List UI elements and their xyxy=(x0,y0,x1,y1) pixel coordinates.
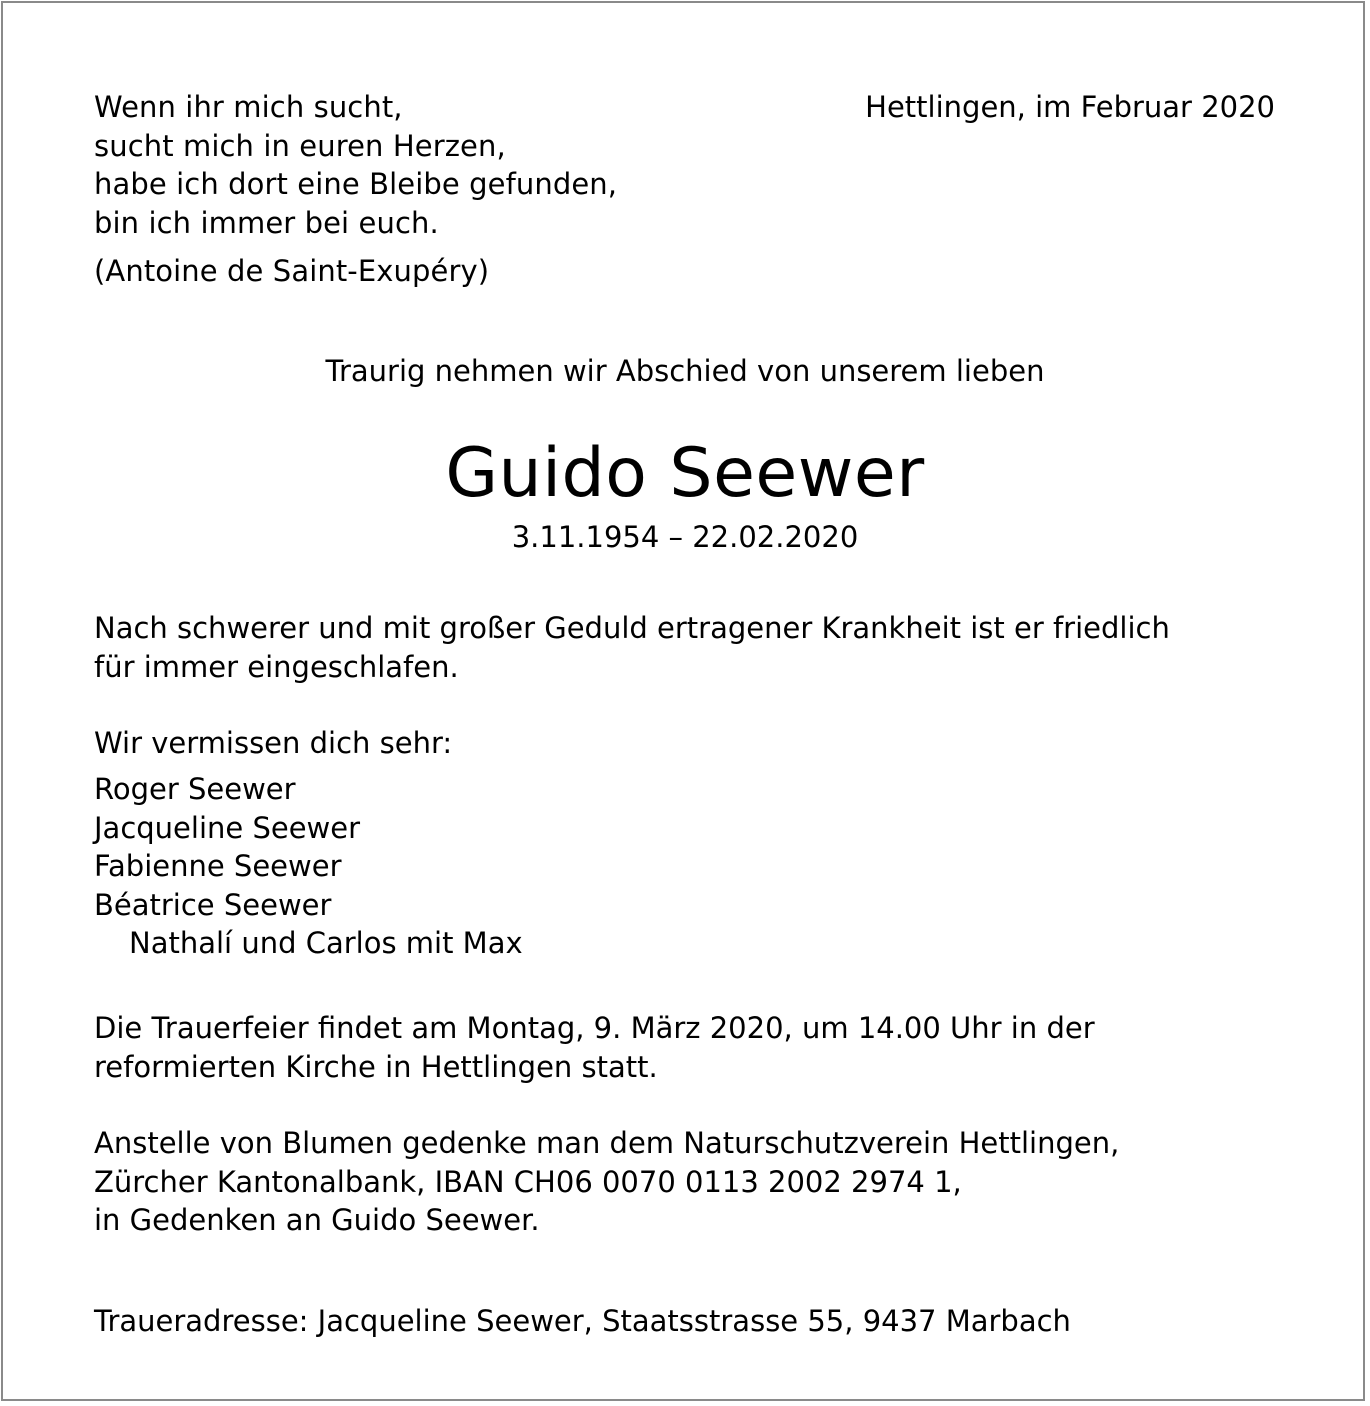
donation-line-2: Zürcher Kantonalbank, IBAN CH06 0070 0113 2002 2974 1, xyxy=(94,1164,962,1199)
place-date: Hettlingen, im Februar 2020 xyxy=(865,90,1275,124)
life-dates: 3.11.1954 – 22.02.2020 xyxy=(511,520,859,554)
donation-line-3: in Gedenken an Guido Seewer. xyxy=(94,1203,540,1237)
poem xyxy=(94,88,617,242)
mourner-name: Béatrice Seewer xyxy=(94,887,332,922)
passing-message xyxy=(94,609,1170,686)
ceremony-info xyxy=(94,1009,1095,1086)
donation-line-1: Anstelle von Blumen gedenke man dem Naturschutzverein Hettlingen, xyxy=(94,1126,1120,1160)
donation-info xyxy=(94,1124,1119,1240)
poem-line-2: sucht mich in euren Herzen, xyxy=(94,128,506,163)
ceremony-line-2: reformierten Kirche in Hettlingen statt. xyxy=(94,1049,658,1084)
poem-line-1: Wenn ihr mich sucht, xyxy=(94,90,403,124)
mourner-name: Roger Seewer xyxy=(94,772,296,806)
mourner-name: Jacqueline Seewer xyxy=(94,810,361,845)
poem-line-4: bin ich immer bei euch. xyxy=(94,205,439,240)
message-line-2: für immer eingeschlafen. xyxy=(94,649,459,684)
poem-attribution: (Antoine de Saint-Exupéry) xyxy=(94,254,490,288)
deceased-name: Guido Seewer xyxy=(445,434,925,513)
mourner-name: Fabienne Seewer xyxy=(94,849,342,883)
mourners-heading: Wir vermissen dich sehr: xyxy=(94,726,453,760)
ceremony-line-1: Die Trauerfeier findet am Montag, 9. März 2020, um 14.00 Uhr in der xyxy=(94,1011,1095,1045)
mourner-sub-family: Nathalí und Carlos mit Max xyxy=(129,926,523,960)
intro-text: Traurig nehmen wir Abschied von unserem lieben xyxy=(325,354,1045,388)
mourners-list xyxy=(94,770,523,963)
mourning-address: Traueradresse: Jacqueline Seewer, Staatsstrasse 55, 9437 Marbach xyxy=(94,1304,1071,1338)
poem-line-3: habe ich dort eine Bleibe gefunden, xyxy=(94,167,618,201)
message-line-1: Nach schwerer und mit großer Geduld ertragener Krankheit ist er friedlich xyxy=(94,611,1170,645)
